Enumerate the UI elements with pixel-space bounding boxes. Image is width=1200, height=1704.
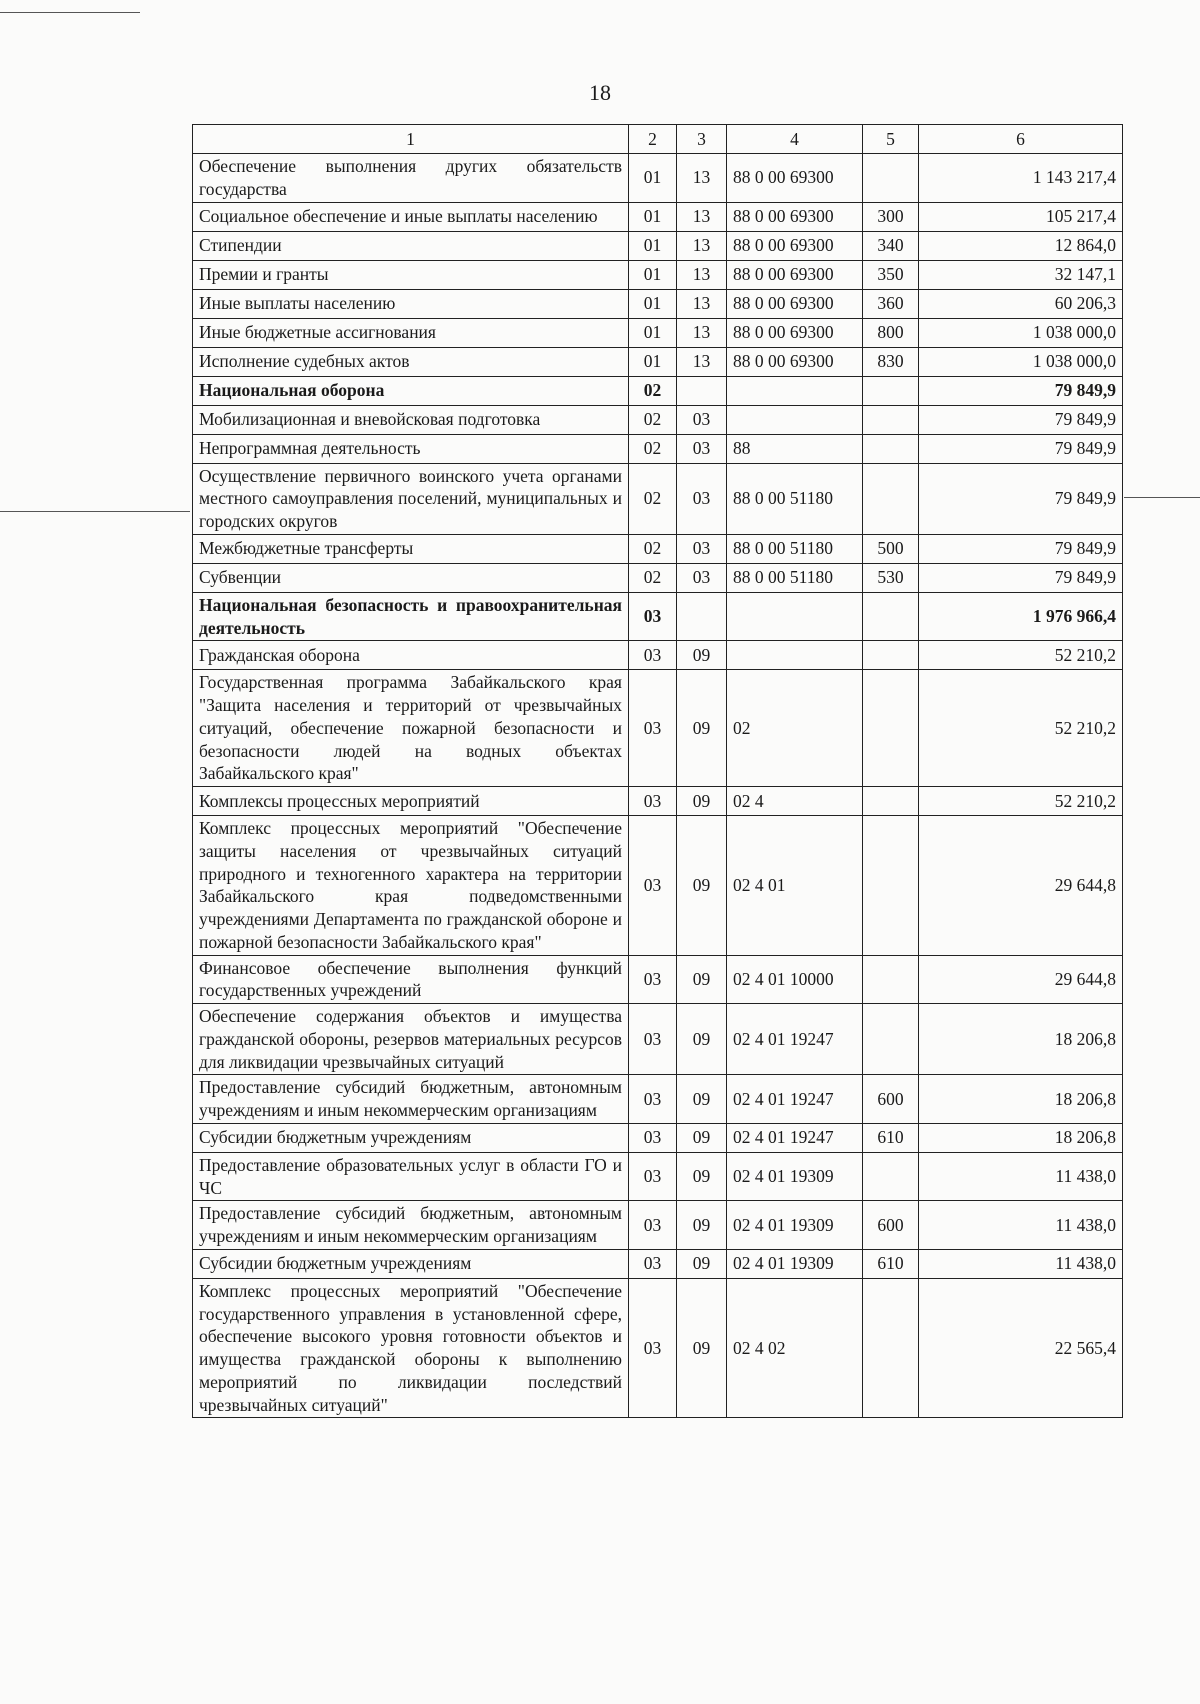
row-name: Национальная оборона <box>193 376 629 405</box>
row-subsection-code: 09 <box>677 1075 727 1124</box>
row-amount: 52 210,2 <box>919 787 1123 816</box>
row-expense-type <box>863 434 919 463</box>
row-subsection-code: 13 <box>677 202 727 231</box>
row-subsection-code: 13 <box>677 231 727 260</box>
row-expense-type <box>863 1152 919 1201</box>
header-col-6: 6 <box>919 125 1123 154</box>
header-row <box>193 125 1123 154</box>
table-row <box>193 592 1123 641</box>
row-amount: 1 976 966,4 <box>919 592 1123 641</box>
table-row <box>193 463 1123 534</box>
table-row <box>193 1152 1123 1201</box>
row-expense-type <box>863 955 919 1004</box>
row-section-code: 01 <box>629 347 677 376</box>
row-expense-type <box>863 463 919 534</box>
row-target-code: 02 <box>727 670 863 787</box>
row-expense-type <box>863 1278 919 1418</box>
row-section-code: 02 <box>629 376 677 405</box>
table-row <box>193 231 1123 260</box>
row-section-code: 03 <box>629 641 677 670</box>
row-expense-type: 800 <box>863 318 919 347</box>
row-target-code: 88 <box>727 434 863 463</box>
row-name: Государственная программа Забайкальского края "Защита населения и территорий от чрезвычайных ситуаций, обеспечение пожарной безопасности и безопасности людей на водных объектах Забайкальского края" <box>193 670 629 787</box>
row-name: Субсидии бюджетным учреждениям <box>193 1123 629 1152</box>
row-name: Исполнение судебных актов <box>193 347 629 376</box>
row-target-code <box>727 405 863 434</box>
row-subsection-code: 03 <box>677 463 727 534</box>
table-row <box>193 1075 1123 1124</box>
row-expense-type: 600 <box>863 1075 919 1124</box>
table-row <box>193 955 1123 1004</box>
row-amount: 18 206,8 <box>919 1123 1123 1152</box>
row-subsection-code: 03 <box>677 563 727 592</box>
row-amount: 11 438,0 <box>919 1152 1123 1201</box>
row-subsection-code <box>677 592 727 641</box>
row-target-code: 88 0 00 69300 <box>727 202 863 231</box>
budget-table <box>192 124 1123 1418</box>
row-target-code: 02 4 01 19247 <box>727 1075 863 1124</box>
row-target-code <box>727 641 863 670</box>
table-row <box>193 289 1123 318</box>
table-row <box>193 154 1123 203</box>
row-expense-type: 500 <box>863 534 919 563</box>
row-expense-type <box>863 376 919 405</box>
table-row <box>193 816 1123 956</box>
row-section-code: 03 <box>629 955 677 1004</box>
row-section-code: 03 <box>629 1278 677 1418</box>
row-target-code: 88 0 00 51180 <box>727 463 863 534</box>
row-section-code: 03 <box>629 592 677 641</box>
row-section-code: 02 <box>629 563 677 592</box>
scan-artifact-line <box>0 12 140 13</box>
row-section-code: 03 <box>629 816 677 956</box>
row-amount: 1 038 000,0 <box>919 347 1123 376</box>
row-subsection-code: 09 <box>677 641 727 670</box>
table-row <box>193 434 1123 463</box>
row-subsection-code: 09 <box>677 816 727 956</box>
row-target-code: 02 4 01 19309 <box>727 1249 863 1278</box>
row-amount: 1 038 000,0 <box>919 318 1123 347</box>
row-section-code: 03 <box>629 1075 677 1124</box>
row-section-code: 03 <box>629 1152 677 1201</box>
header-col-1: 1 <box>193 125 629 154</box>
page-number: 18 <box>589 80 611 105</box>
row-target-code: 88 0 00 69300 <box>727 318 863 347</box>
row-expense-type <box>863 787 919 816</box>
row-target-code: 02 4 01 19247 <box>727 1004 863 1075</box>
row-target-code <box>727 592 863 641</box>
row-name: Гражданская оборона <box>193 641 629 670</box>
row-amount: 52 210,2 <box>919 670 1123 787</box>
row-name: Финансовое обеспечение выполнения функций государственных учреждений <box>193 955 629 1004</box>
row-section-code: 01 <box>629 231 677 260</box>
row-amount: 79 849,9 <box>919 563 1123 592</box>
row-target-code: 88 0 00 69300 <box>727 347 863 376</box>
row-target-code: 02 4 01 <box>727 816 863 956</box>
row-target-code: 02 4 02 <box>727 1278 863 1418</box>
row-expense-type <box>863 405 919 434</box>
row-amount: 79 849,9 <box>919 376 1123 405</box>
table-row <box>193 563 1123 592</box>
row-amount: 11 438,0 <box>919 1201 1123 1250</box>
row-amount: 32 147,1 <box>919 260 1123 289</box>
row-section-code: 01 <box>629 202 677 231</box>
row-expense-type <box>863 1004 919 1075</box>
row-target-code <box>727 376 863 405</box>
row-subsection-code: 13 <box>677 260 727 289</box>
row-section-code: 03 <box>629 1201 677 1250</box>
row-amount: 79 849,9 <box>919 405 1123 434</box>
row-name: Осуществление первичного воинского учета органами местного самоуправления поселений, муниципальных и городских округов <box>193 463 629 534</box>
row-subsection-code: 13 <box>677 347 727 376</box>
row-target-code: 02 4 01 19309 <box>727 1152 863 1201</box>
row-subsection-code: 09 <box>677 1004 727 1075</box>
row-subsection-code: 09 <box>677 1249 727 1278</box>
row-section-code: 02 <box>629 434 677 463</box>
table-row <box>193 534 1123 563</box>
row-amount: 79 849,9 <box>919 534 1123 563</box>
table-row <box>193 405 1123 434</box>
row-amount: 12 864,0 <box>919 231 1123 260</box>
row-target-code: 88 0 00 51180 <box>727 534 863 563</box>
table-row <box>193 1278 1123 1418</box>
header-col-5: 5 <box>863 125 919 154</box>
row-name: Непрограммная деятельность <box>193 434 629 463</box>
row-subsection-code: 03 <box>677 534 727 563</box>
row-section-code: 01 <box>629 154 677 203</box>
row-amount: 79 849,9 <box>919 434 1123 463</box>
table-row <box>193 202 1123 231</box>
row-subsection-code: 13 <box>677 154 727 203</box>
row-target-code: 88 0 00 69300 <box>727 154 863 203</box>
row-name: Субвенции <box>193 563 629 592</box>
header-col-4: 4 <box>727 125 863 154</box>
row-section-code: 03 <box>629 1004 677 1075</box>
table-row <box>193 347 1123 376</box>
row-name: Предоставление субсидий бюджетным, автономным учреждениям и иным некоммерческим организациям <box>193 1075 629 1124</box>
row-expense-type <box>863 816 919 956</box>
row-amount: 52 210,2 <box>919 641 1123 670</box>
table-row <box>193 260 1123 289</box>
row-subsection-code: 13 <box>677 318 727 347</box>
scan-artifact-line <box>0 511 190 512</box>
row-name: Мобилизационная и вневойсковая подготовка <box>193 405 629 434</box>
row-name: Комплексы процессных мероприятий <box>193 787 629 816</box>
row-section-code: 02 <box>629 405 677 434</box>
row-subsection-code: 09 <box>677 955 727 1004</box>
row-expense-type <box>863 641 919 670</box>
row-name: Межбюджетные трансферты <box>193 534 629 563</box>
row-expense-type: 610 <box>863 1123 919 1152</box>
table-row <box>193 1201 1123 1250</box>
row-expense-type: 610 <box>863 1249 919 1278</box>
table-row <box>193 376 1123 405</box>
row-target-code: 88 0 00 51180 <box>727 563 863 592</box>
row-section-code: 02 <box>629 534 677 563</box>
row-name: Комплекс процессных мероприятий "Обеспечение государственного управления в установленной сфере, обеспечение высокого уровня готовности объектов и имущества гражданской обороны к выполнению мероприятий по ликвидации последствий чрезвычайных ситуаций" <box>193 1278 629 1418</box>
row-target-code: 88 0 00 69300 <box>727 260 863 289</box>
row-name: Обеспечение выполнения других обязательств государства <box>193 154 629 203</box>
row-name: Предоставление субсидий бюджетным, автономным учреждениям и иным некоммерческим организациям <box>193 1201 629 1250</box>
row-section-code: 01 <box>629 260 677 289</box>
table-row <box>193 787 1123 816</box>
row-name: Комплекс процессных мероприятий "Обеспечение защиты населения от чрезвычайных ситуаций природного и техногенного характера на территории Забайкальского края подведомственными учреждениями Департамента по гражданской обороне и пожарной безопасности Забайкальского края" <box>193 816 629 956</box>
table-row <box>193 318 1123 347</box>
row-name: Премии и гранты <box>193 260 629 289</box>
table-row <box>193 670 1123 787</box>
row-name: Социальное обеспечение и иные выплаты населению <box>193 202 629 231</box>
row-expense-type: 300 <box>863 202 919 231</box>
header-col-2: 2 <box>629 125 677 154</box>
row-name: Национальная безопасность и правоохранительная деятельность <box>193 592 629 641</box>
row-amount: 22 565,4 <box>919 1278 1123 1418</box>
row-expense-type: 360 <box>863 289 919 318</box>
row-expense-type <box>863 670 919 787</box>
row-subsection-code: 09 <box>677 1201 727 1250</box>
row-expense-type: 530 <box>863 563 919 592</box>
row-amount: 18 206,8 <box>919 1004 1123 1075</box>
row-target-code: 02 4 01 19247 <box>727 1123 863 1152</box>
row-expense-type <box>863 592 919 641</box>
scan-artifact-line <box>1124 497 1200 498</box>
table-row <box>193 1004 1123 1075</box>
row-section-code: 01 <box>629 289 677 318</box>
row-expense-type: 600 <box>863 1201 919 1250</box>
row-section-code: 03 <box>629 670 677 787</box>
row-amount: 105 217,4 <box>919 202 1123 231</box>
row-section-code: 01 <box>629 318 677 347</box>
row-name: Иные выплаты населению <box>193 289 629 318</box>
row-section-code: 03 <box>629 1249 677 1278</box>
table-row <box>193 641 1123 670</box>
row-target-code: 88 0 00 69300 <box>727 289 863 318</box>
row-section-code: 02 <box>629 463 677 534</box>
table-row <box>193 1249 1123 1278</box>
row-expense-type: 350 <box>863 260 919 289</box>
row-name: Субсидии бюджетным учреждениям <box>193 1249 629 1278</box>
row-amount: 1 143 217,4 <box>919 154 1123 203</box>
row-expense-type: 830 <box>863 347 919 376</box>
row-subsection-code: 09 <box>677 787 727 816</box>
row-expense-type: 340 <box>863 231 919 260</box>
row-subsection-code: 03 <box>677 405 727 434</box>
row-subsection-code <box>677 376 727 405</box>
row-target-code: 02 4 01 19309 <box>727 1201 863 1250</box>
row-section-code: 03 <box>629 787 677 816</box>
row-name: Предоставление образовательных услуг в области ГО и ЧС <box>193 1152 629 1201</box>
row-target-code: 02 4 <box>727 787 863 816</box>
row-subsection-code: 09 <box>677 1152 727 1201</box>
row-amount: 11 438,0 <box>919 1249 1123 1278</box>
row-amount: 79 849,9 <box>919 463 1123 534</box>
row-target-code: 88 0 00 69300 <box>727 231 863 260</box>
row-name: Иные бюджетные ассигнования <box>193 318 629 347</box>
row-subsection-code: 09 <box>677 670 727 787</box>
row-amount: 29 644,8 <box>919 955 1123 1004</box>
row-target-code: 02 4 01 10000 <box>727 955 863 1004</box>
row-subsection-code: 03 <box>677 434 727 463</box>
table-row <box>193 1123 1123 1152</box>
table-body <box>193 154 1123 1418</box>
row-amount: 18 206,8 <box>919 1075 1123 1124</box>
row-subsection-code: 09 <box>677 1278 727 1418</box>
row-amount: 29 644,8 <box>919 816 1123 956</box>
row-expense-type <box>863 154 919 203</box>
row-subsection-code: 13 <box>677 289 727 318</box>
row-name: Обеспечение содержания объектов и имущества гражданской обороны, резервов материальных ресурсов для ликвидации чрезвычайных ситуаций <box>193 1004 629 1075</box>
row-subsection-code: 09 <box>677 1123 727 1152</box>
row-name: Стипендии <box>193 231 629 260</box>
row-amount: 60 206,3 <box>919 289 1123 318</box>
header-col-3: 3 <box>677 125 727 154</box>
row-section-code: 03 <box>629 1123 677 1152</box>
